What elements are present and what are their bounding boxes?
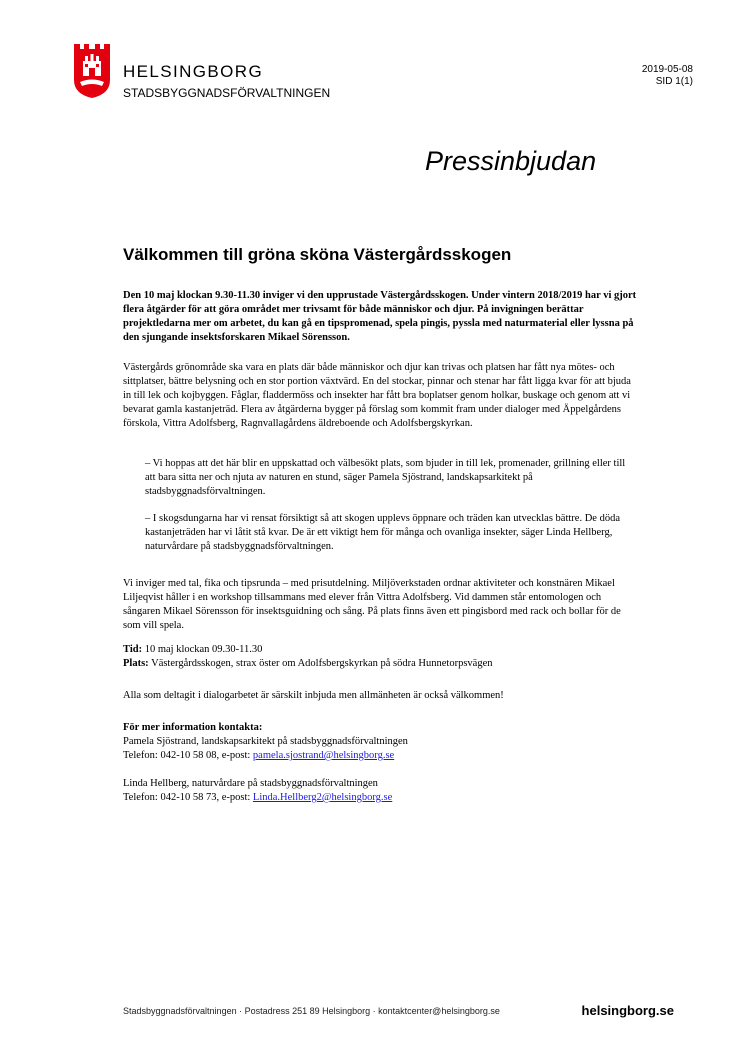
- time-value: 10 maj klockan 09.30-11.30: [142, 644, 263, 655]
- contact-phone-1-text: Telefon: 042-10 58 08, e-post:: [123, 750, 253, 761]
- event-place: [123, 657, 638, 671]
- department-name: STADSBYGGNADSFÖRVALTNINGEN: [123, 86, 331, 100]
- event-details: [123, 643, 638, 671]
- footer-site[interactable]: helsingborg.se: [581, 1003, 674, 1018]
- contact-phone-1: [123, 749, 638, 763]
- time-label: Tid:: [123, 644, 143, 655]
- email-link-1[interactable]: pamela.sjostrand@helsingborg.se: [252, 750, 395, 761]
- body-paragraph-1: Västergårds grönområde ska vara en plats där både människor och djur kan trivas och platsen har fått nya mötes- och sittplatser, bättre belysning och en stor portion växtvärd. En del stockar, pinnar och stenar har fått ligga kvar för att bjuda in till lek och kojbyggen. Fåglar, fladdermöss och insekter har fått bra boplatser genom holkar, buskage och genom att vi bevarat gamla kastanjeträd. Flera av åtgärderna bygger på förslag som kommit fram under dialoger med Äppelgårdens förskola, Vittra Adolfsberg, Ragnvallagårdens äldreboende och Adolfsbergskyrkan.: [123, 362, 631, 429]
- contact-person-2: Linda Hellberg, naturvårdare på stadsbyggnadsförvaltningen: [123, 778, 378, 789]
- welcome-text: Alla som deltagit i dialogarbetet är särskilt inbjuda men allmänheten är också välkommen!: [123, 690, 504, 701]
- place-label: Plats:: [123, 658, 149, 669]
- doc-date: 2019-05-08: [641, 64, 693, 75]
- quote-paragraph-1: – Vi hoppas att det här blir en uppskattad och välbesökt plats, som bjuder in till lek, promenader, grillning eller till att bara sitta ner och njuta av naturen en stund, säger Pamela Sjöstrand, landskapsarkitekt på stadsbyggnadsförvaltningen.: [145, 458, 626, 497]
- contact-phone-2-text: Telefon: 042-10 58 73, e-post:: [123, 792, 253, 803]
- quote-paragraph-2: – I skogsdungarna har vi rensat försiktigt så att skogen upplevs öppnare och träden kan utvecklas bättre. De döda kastanjeträden har vi låtit stå kvar. De är ett viktigt hem för många och ovanliga insekter, säger Linda Hellberg, naturvårdare på stadsbyggnadsförvaltningen.: [145, 513, 620, 552]
- doc-meta: [642, 64, 693, 88]
- doc-type: Pressinbjudan: [425, 146, 597, 176]
- lead-paragraph: Den 10 maj klockan 9.30-11.30 inviger vi den upprustade Västergårdsskogen. Under vintern 2018/2019 har vi gjort flera åtgärder för att göra området mer trivsamt för både människor och djur. På invigningen berättar projektledarna mer om arbetet, du kan gå en tipspromenad, spela pingis, pyssla med naturmaterial eller lyssna på den sjungande insektsforskaren Mikael Sörensson.: [123, 290, 637, 343]
- place-value: Västergårdsskogen, strax öster om Adolfsbergskyrkan på södra Hunnetorpsvägen: [148, 658, 493, 669]
- contact-phone-2: [123, 791, 638, 805]
- footer-address: Stadsbyggnadsförvaltningen · Postadress 251 89 Helsingborg · kontaktcenter@helsingborg.se: [123, 1006, 500, 1016]
- page-title: Välkommen till gröna sköna Västergårdsskogen: [123, 245, 512, 264]
- contact-heading: För mer information kontakta:: [123, 722, 263, 733]
- contact-person-1: Pamela Sjöstrand, landskapsarkitekt på stadsbyggnadsförvaltningen: [123, 736, 408, 747]
- helsingborg-crest-icon: [74, 44, 110, 98]
- body-paragraph-2: Vi inviger med tal, fika och tipsrunda – med prisutdelning. Miljöverkstaden ordnar aktiviteter och konstnären Mikael Liljeqvist håller i en workshop tillsammans med elever från Vittra Adolfsberg. Vid dammen står entomologen och sångaren Mikael Sörensson för insektsguidning och sång. På plats finns även ett pingisbord med rack och bollar för de som vill spela.: [123, 578, 621, 631]
- org-name: HELSINGBORG: [123, 62, 264, 81]
- page-number: SID 1(1): [655, 76, 693, 87]
- contact-block: [123, 721, 638, 805]
- event-time: [123, 643, 638, 657]
- email-link-2[interactable]: Linda.Hellberg2@helsingborg.se: [252, 792, 393, 803]
